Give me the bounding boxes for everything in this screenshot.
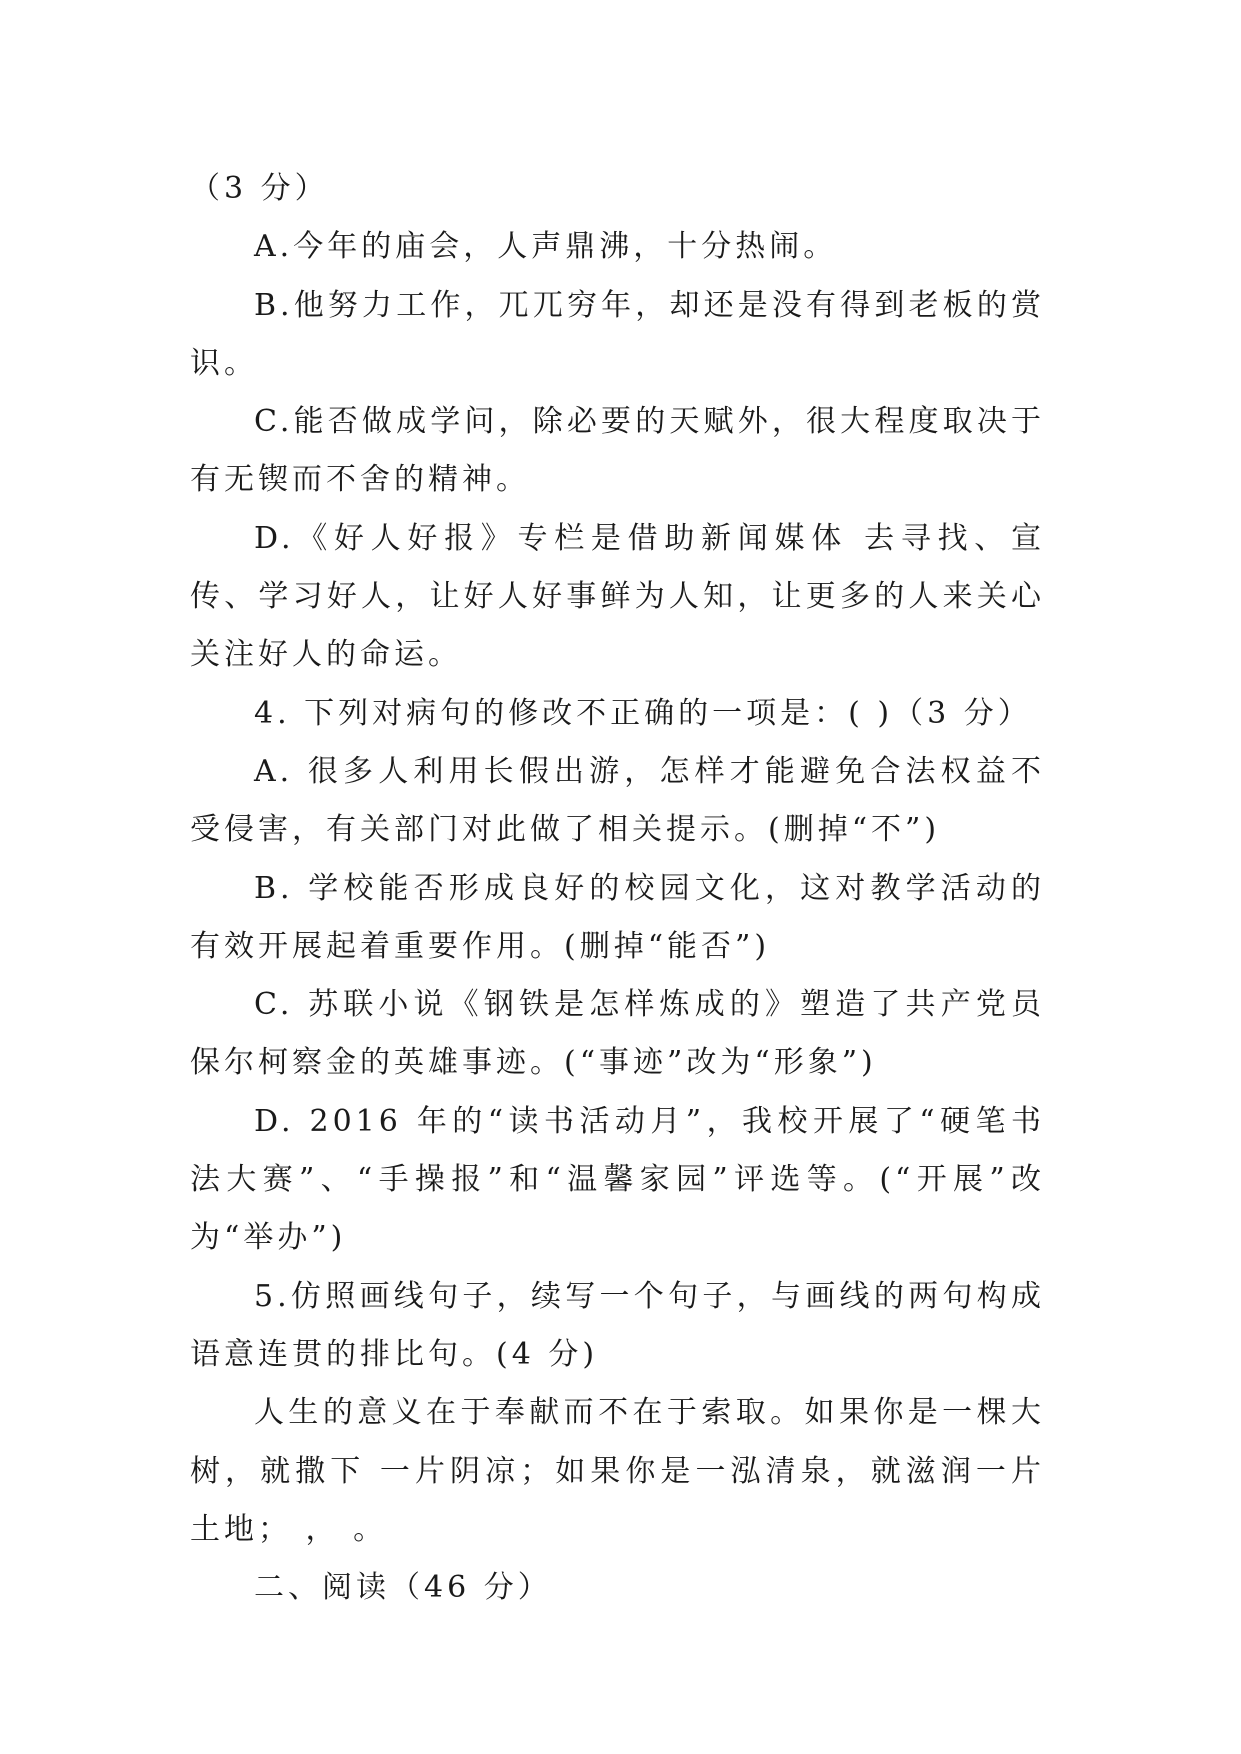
option-3a: A.今年的庙会，人声鼎沸，十分热闹。 <box>254 229 838 265</box>
question-5: 5.仿照画线句子，续写一个句子，与画线的两句构成语意连贯的排比句。(4 分) <box>190 1278 1045 1372</box>
option-3c: C.能否做成学问，除必要的天赋外，很大程度取决于有无锲而不舍的精神。 <box>190 404 1045 498</box>
option-4d: D. 2016 年的“读书活动月”，我校开展了“硬笔书法大赛”、“手操报”和“温馨家园”评选等。(“开展”改为“举办”) <box>190 1103 1045 1256</box>
paragraph-score-note: （3 分） <box>190 171 329 206</box>
option-4a: A. 很多人利用长假出游，怎样才能避免合法权益不受侵害，有关部门对此做了相关提示。(删掉“不”) <box>190 753 1045 848</box>
option-4c: C. 苏联小说《钢铁是怎样炼成的》塑造了共产党员保尔柯察金的英雄事迹。(“事迹”改为“形象”) <box>190 987 1045 1081</box>
option-3b: B.他努力工作，兀兀穷年，却还是没有得到老板的赏识。 <box>190 287 1045 381</box>
option-4b: B. 学校能否形成良好的校园文化，这对教学活动的有效开展起着重要作用。(删掉“能否”) <box>190 870 1045 964</box>
question-5-passage: 人生的意义在于奉献而不在于索取。如果你是一棵大树，就撒下 一片阴凉；如果你是一泓清泉，就滋润一片土地； ， 。 <box>190 1395 1045 1547</box>
section-heading-reading: 二、阅读（46 分） <box>254 1570 552 1606</box>
option-3d: D.《好人好报》专栏是借助新闻媒体 去寻找、宣传、学习好人，让好人好事鲜为人知，让更多的人来关心关注好人的命运。 <box>190 520 1045 673</box>
document-body <box>190 160 1045 1617</box>
question-4: 4. 下列对病句的修改不正确的一项是：( )（3 分） <box>254 695 1032 731</box>
